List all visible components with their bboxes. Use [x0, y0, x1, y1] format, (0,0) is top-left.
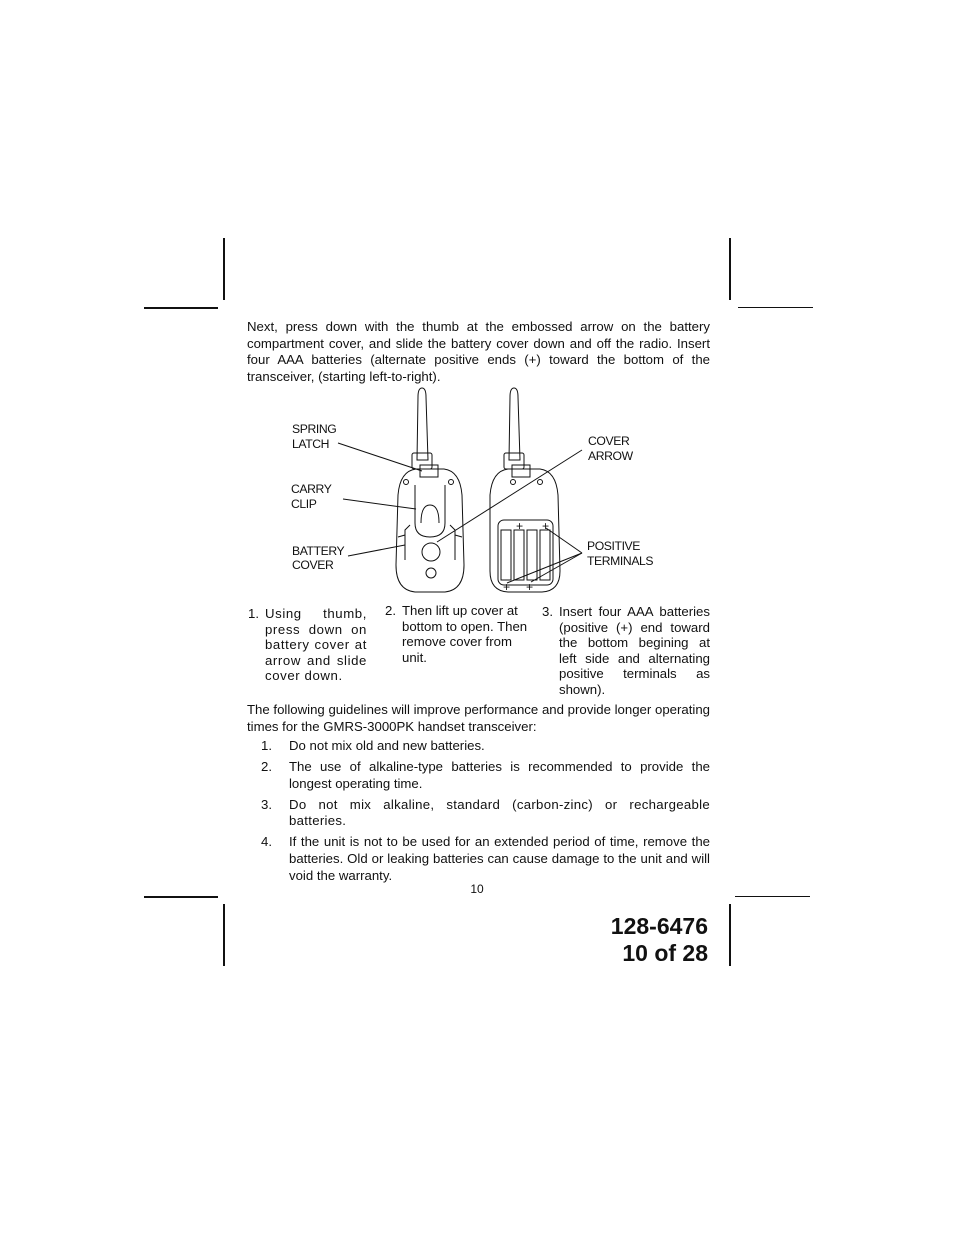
label-spring-latch-line-1: SPRING: [292, 422, 337, 436]
callout-cover-arrow: [437, 450, 582, 542]
label-cover-arrow-line-1: COVER: [588, 434, 630, 448]
label-carry-clip-line-2: CLIP: [291, 497, 317, 511]
step-1: [248, 606, 367, 684]
left-screw-1: [404, 480, 409, 485]
battery-installation-diagram: [240, 385, 720, 600]
right-screw-2: [538, 480, 543, 485]
crop-mark-bottom-left-vertical: [223, 904, 225, 966]
guideline-2-number: 2.: [261, 759, 272, 775]
document-code: 128-6476: [610, 913, 708, 939]
list-item: [247, 759, 710, 792]
crop-mark-top-left-horizontal: [144, 307, 218, 309]
step-1-text: Using thumb, press down on battery cover at arrow and slide cover down.: [265, 606, 367, 684]
left-battery-cover-outline: [398, 525, 462, 560]
guideline-3-text: Do not mix alkaline, standard (carbon-zinc) or rechargeable batteries.: [289, 796, 710, 829]
label-cover-arrow-line-2: ARROW: [588, 449, 633, 463]
label-spring-latch-line-2: LATCH: [292, 437, 330, 451]
left-speaker-dot: [426, 568, 436, 578]
guideline-4-number: 4.: [261, 834, 272, 850]
guidelines-intro: The following guidelines will improve performance and provide longer operating times for the GMRS-3000PK handset transceiver:: [247, 702, 710, 734]
step-3-number: 3.: [542, 604, 553, 619]
intro-paragraph: Next, press down with the thumb at the embossed arrow on the battery compartment cover, and slide the battery cover down and off the radio. Insert four AAA batteries (alternate positive ends (+) toward the bottom of the transceiver, (starting left-to-right).: [247, 319, 710, 384]
left-spring-latch: [420, 465, 438, 477]
list-item: [247, 834, 710, 884]
radio-illustration: [240, 385, 720, 600]
crop-mark-top-left-vertical: [223, 238, 225, 300]
callout-positive-terminal-3: [546, 528, 582, 553]
left-carry-clip: [415, 485, 445, 537]
left-clip-inner: [421, 505, 439, 523]
document-page-of: 10 of 28: [622, 940, 708, 966]
right-latch: [512, 465, 530, 477]
guidelines-list: [247, 738, 710, 889]
left-thumb-button: [422, 543, 440, 561]
label-battery-cover-line-1: BATTERY: [292, 544, 345, 558]
crop-mark-bottom-left-horizontal: [144, 896, 218, 898]
battery-1: [501, 530, 511, 580]
plus-sign-bottom-2: +: [526, 580, 533, 594]
guideline-1-text: Do not mix old and new batteries.: [289, 738, 485, 753]
step-2: [385, 603, 540, 665]
page-number: 10: [470, 882, 484, 896]
crop-mark-top-right-horizontal: [738, 307, 813, 308]
callout-positive-terminal-2: [531, 553, 582, 582]
right-antenna: [509, 388, 520, 460]
plus-sign-bottom-1: +: [503, 580, 510, 594]
callout-positive-terminal-1: [507, 553, 582, 583]
step-2-text: Then lift up cover at bottom to open. Then remove cover from unit.: [402, 603, 528, 665]
label-positive-terminals-line-1: POSITIVE: [587, 539, 641, 553]
right-screw-1: [511, 480, 516, 485]
callout-carry-clip: [343, 499, 416, 509]
guideline-1-number: 1.: [261, 738, 272, 753]
crop-mark-top-right-vertical: [729, 238, 731, 300]
left-antenna: [417, 388, 428, 460]
step-1-number: 1.: [248, 606, 259, 621]
list-item: [247, 738, 710, 755]
left-radio-body: [396, 469, 464, 592]
label-battery-cover-line-2: COVER: [292, 558, 334, 572]
right-antenna-base: [504, 453, 524, 469]
crop-mark-bottom-right-horizontal: [735, 896, 810, 897]
list-item: [247, 797, 710, 830]
battery-2: [514, 530, 524, 580]
callout-spring-latch: [338, 443, 422, 471]
label-carry-clip-line-1: CARRY: [291, 482, 332, 496]
label-positive-terminals-line-2: TERMINALS: [587, 554, 654, 568]
guideline-4-text: If the unit is not to be used for an extended period of time, remove the batteries. Old or leaking batteries can cause damage to the unit and will void the warranty.: [289, 834, 710, 883]
crop-mark-bottom-right-vertical: [729, 904, 731, 966]
step-2-number: 2.: [385, 603, 396, 618]
left-antenna-base: [412, 453, 432, 469]
document-id: [611, 913, 708, 967]
step-3: [542, 604, 710, 698]
guideline-2-text: The use of alkaline-type batteries is recommended to provide the longest operating time.: [289, 759, 710, 791]
plus-sign-top-2: +: [542, 519, 549, 533]
plus-sign-top-1: +: [516, 519, 523, 533]
left-screw-2: [449, 480, 454, 485]
step-3-text: Insert four AAA batteries (positive (+) end toward the bottom begining at left side and alternating positive terminals as shown).: [559, 604, 710, 697]
guideline-3-number: 3.: [261, 796, 272, 812]
